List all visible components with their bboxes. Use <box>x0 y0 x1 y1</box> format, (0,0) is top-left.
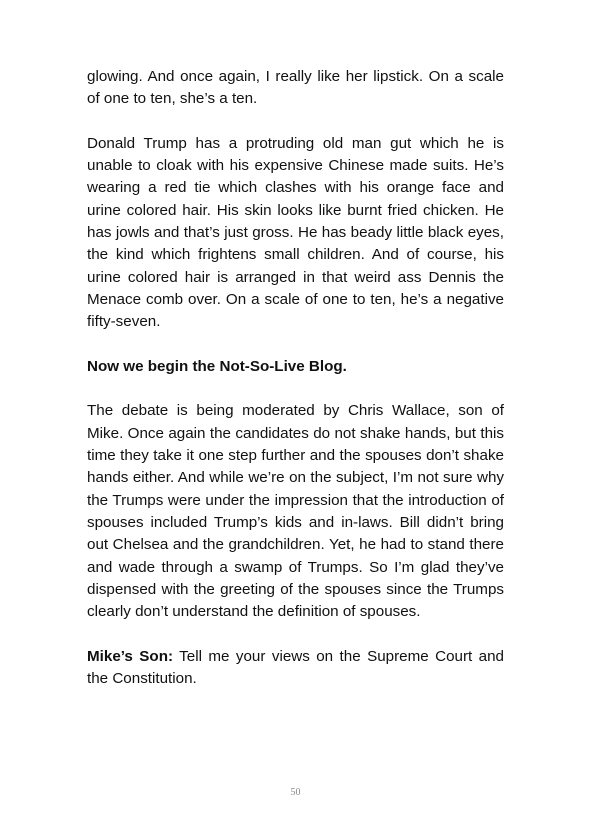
paragraph-question <box>87 646 504 691</box>
paragraph-trump-description: Donald Trump has a protruding old man gut which he is unable to cloak with his expensive Chinese made suits. He’s wearing a red tie which clashes with his orange face and urine colored hair. His skin looks like burnt fried chicken. He has jowls and that’s just gross. He has beady little black eyes, the kind which frightens small children. And of course, his urine colored hair is arranged in that weird ass Dennis the Menace comb over. On a scale of one to ten, he’s a negative fifty-seven. <box>87 134 504 331</box>
paragraph-debate-moderator: The debate is being moderated by Chris Wallace, son of Mike. Once again the candidates do not shake hands, but this time they take it one step further and the spouses don’t shake hands either. And while we’re on the subject, I’m not sure why the Trumps were under the impression that the introduction of spouses included Trump’s kids and in-laws. Bill didn’t bring out Chelsea and the grandchildren. Yet, he had to stand there and wade through a swamp of Trumps. So I’m glad they’ve dispensed with the greeting of the spouses since the Trumps clearly don’t understand the definition of spouses. <box>87 402 504 621</box>
page-body <box>87 66 504 713</box>
page-number: 50 <box>290 787 301 798</box>
question-text: Tell me your views on the Supreme Court and the Constitution. <box>87 647 505 688</box>
section-heading: Now we begin the Not-So-Live Blog. <box>87 357 347 375</box>
speaker-label: Mike’s Son: <box>87 647 174 665</box>
paragraph-lipstick: glowing. And once again, I really like her lipstick. On a scale of one to ten, she’s a ten. <box>87 68 504 108</box>
